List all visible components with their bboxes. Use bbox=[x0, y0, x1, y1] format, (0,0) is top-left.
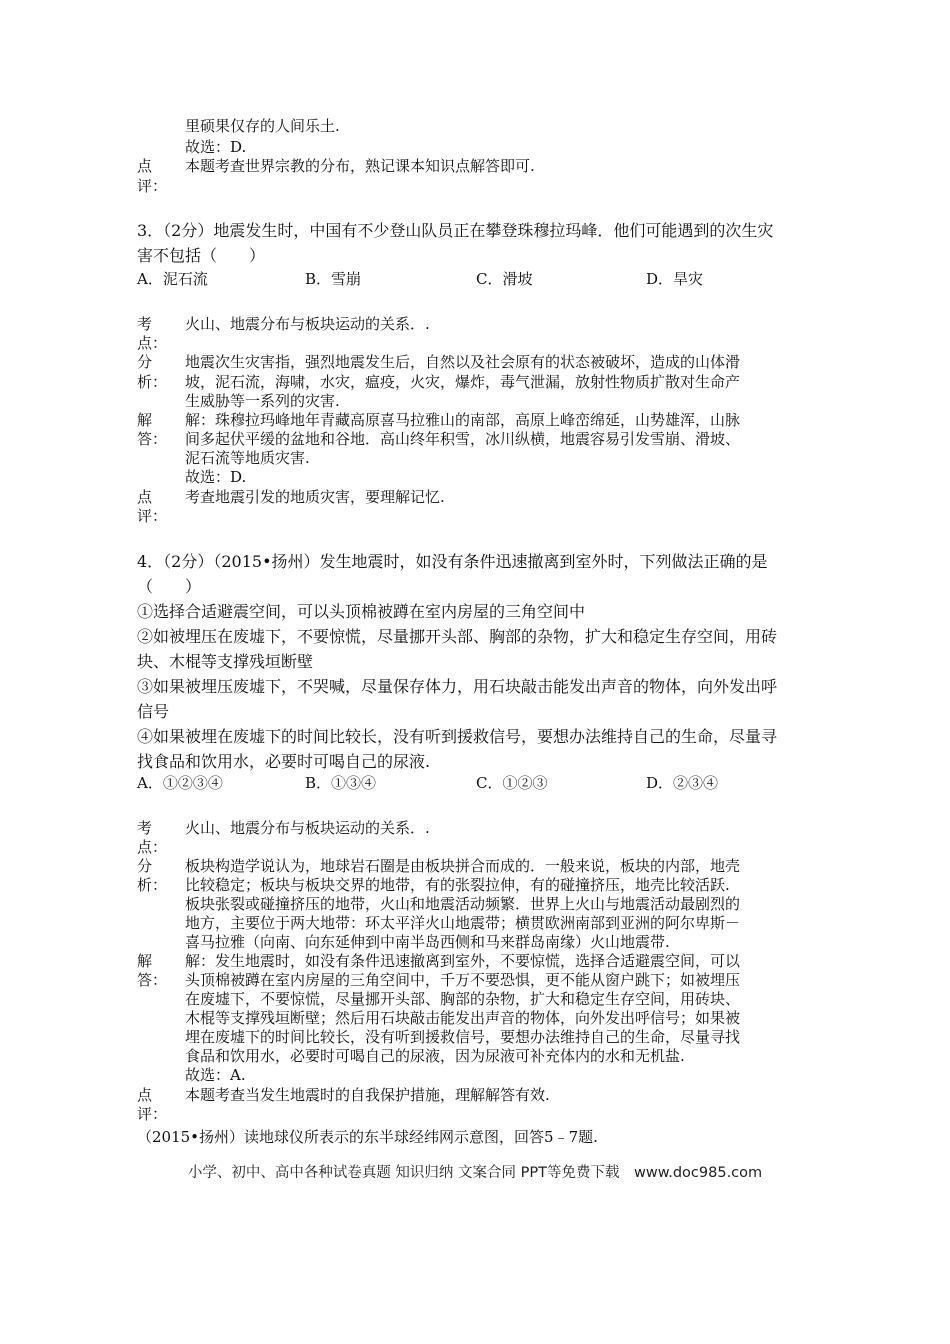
kaodian-label: 考 bbox=[137, 315, 153, 333]
question-4-stem: 4．（2分）（2015•扬州）发生地震时，如没有条件迅速撤离到室外时，下列做法正确的是 bbox=[137, 552, 768, 571]
comment-text: 本题考查世界宗教的分布，熟记课本知识点解答即可. bbox=[185, 157, 535, 175]
dianping-label: 点 bbox=[137, 1086, 153, 1104]
jieda-line: 解：珠穆拉玛峰地年青藏高原喜马拉雅山的南部，高原上峰峦绵延，山势雄浑，山脉 bbox=[185, 411, 741, 429]
fenxi-line: 地方，主要位于两大地带：环太平洋火山地震带；横贯欧洲南部到亚洲的阿尔卑斯－ bbox=[185, 914, 741, 932]
kaodian-label: 考 bbox=[137, 819, 153, 837]
jieda-line: 解：发生地震时，如没有条件迅速撤离到室外，不要惊慌，选择合适避震空间，可以 bbox=[185, 952, 741, 970]
comment-label: 点 bbox=[137, 157, 153, 175]
fenxi-line: 地震次生灾害指，强烈地震发生后，自然以及社会原有的状态被破坏，造成的山体滑 bbox=[185, 353, 741, 371]
fenxi-line: 坡，泥石流，海啸，水灾，瘟疫，火灾，爆炸，毒气泄漏，放射性物质扩散对生命产 bbox=[185, 373, 741, 391]
statement-item: ③如果被埋压废墟下，不哭喊，尽量保存体力，用石块敲击能发出声音的物体，向外发出呼 bbox=[137, 677, 778, 696]
dianping-text: 本题考查当发生地震时的自我保护措施，理解解答有效. bbox=[185, 1086, 550, 1104]
fenxi-line: 板块张裂或碰撞挤压的地带，火山和地震活动频繁．世界上火山与地震活动最剧烈的 bbox=[185, 895, 741, 913]
dianping-label: 评： bbox=[137, 1105, 168, 1123]
q3-option-c: C．滑坡 bbox=[476, 270, 533, 288]
fenxi-label: 析： bbox=[137, 876, 168, 894]
question-3-stem: 3．（2分）地震发生时，中国有不少登山队员正在攀登珠穆拉玛峰．他们可能遇到的次生灾 bbox=[137, 221, 774, 240]
statement-item: ②如被埋压在废墟下，不要惊慌，尽量挪开头部、胸部的杂物，扩大和稳定生存空间，用砖 bbox=[137, 627, 778, 646]
jieda-label: 解 bbox=[137, 952, 153, 970]
kaodian-label: 点： bbox=[137, 334, 168, 352]
question-4-stem: （ ） bbox=[137, 577, 202, 596]
dianping-label: 点 bbox=[137, 488, 153, 506]
jieda-line: 泥石流等地质灾害. bbox=[185, 449, 310, 467]
comment-label: 评： bbox=[137, 177, 168, 195]
kaodian-text: 火山、地震分布与板块运动的关系．. bbox=[185, 819, 430, 837]
section-intro: （2015•扬州）读地球仪所表示的东半球经纬网示意图，回答5﹣7题. bbox=[137, 1128, 598, 1146]
q4-option-c: C．①②③ bbox=[476, 774, 548, 792]
q4-option-b: B．①③④ bbox=[305, 774, 377, 792]
jieda-label: 答： bbox=[137, 430, 168, 448]
statement-item: 找食品和饮用水，必要时可喝自己的尿液. bbox=[137, 752, 431, 771]
q4-option-a: A．①②③④ bbox=[137, 774, 223, 792]
jieda-line: 间多起伏平缓的盆地和谷地．高山终年积雪，冰川纵横，地震容易引发雪崩、滑坡、 bbox=[185, 430, 741, 448]
jieda-line: 头顶棉被蹲在室内房屋的三角空间中，千万不要恐惧，更不能从窗户跳下；如被埋压 bbox=[185, 971, 741, 989]
fenxi-label: 分 bbox=[137, 857, 153, 875]
fenxi-line: 生威胁等一系列的灾害. bbox=[185, 392, 340, 410]
statement-item: ①选择合适避震空间，可以头顶棉被蹲在室内房屋的三角空间中 bbox=[137, 602, 586, 621]
fenxi-label: 析： bbox=[137, 373, 168, 391]
jieda-line: 故选：A. bbox=[185, 1066, 246, 1084]
kaodian-label: 点： bbox=[137, 838, 168, 856]
q3-option-a: A．泥石流 bbox=[137, 270, 208, 288]
statement-item: 信号 bbox=[137, 702, 170, 721]
q3-option-d: D．旱灾 bbox=[646, 270, 704, 288]
jieda-label: 答： bbox=[137, 971, 168, 989]
statement-item: 块、木棍等支撑残垣断壁 bbox=[137, 652, 314, 671]
jieda-line: 食品和饮用水，必要时可喝自己的尿液，因为尿液可补充体内的水和无机盐. bbox=[185, 1047, 685, 1065]
dianping-text: 考查地震引发的地质灾害，要理解记忆. bbox=[185, 488, 445, 506]
jieda-line: 故选：D. bbox=[185, 468, 247, 486]
question-3-stem: 害不包括（ ） bbox=[137, 246, 266, 265]
jieda-label: 解 bbox=[137, 411, 153, 429]
fenxi-line: 喜马拉雅（向南、向东延伸到中南半岛西侧和马来群岛南缘）火山地震带. bbox=[185, 933, 670, 951]
statement-item: ④如果被埋在废墟下的时间比较长，没有听到援救信号，要想办法维持自己的生命，尽量寻 bbox=[137, 727, 778, 746]
answer-choice: 故选：D. bbox=[185, 138, 247, 156]
fenxi-line: 板块构造学说认为，地球岩石圈是由板块拼合而成的．一般来说，板块的内部，地壳 bbox=[185, 857, 741, 875]
page-footer: 小学、初中、高中各种试卷真题 知识归纳 文案合同 PPT等免费下载 www.doc985.com bbox=[187, 1165, 763, 1181]
q4-option-d: D．②③④ bbox=[646, 774, 719, 792]
jieda-line: 在废墟下，不要惊慌，尽量挪开头部、胸部的杂物，扩大和稳定生存空间，用砖块、 bbox=[185, 990, 741, 1008]
q3-option-b: B．雪崩 bbox=[305, 270, 362, 288]
answer-continuation: 里硕果仅存的人间乐土. bbox=[185, 117, 340, 135]
jieda-line: 木棍等支撑残垣断壁；然后用石块敲击能发出声音的物体，向外发出呼信号；如果被 bbox=[185, 1009, 741, 1027]
jieda-line: 埋在废墟下的时间比较长，没有听到援救信号，要想办法维持自己的生命，尽量寻找 bbox=[185, 1028, 741, 1046]
kaodian-text: 火山、地震分布与板块运动的关系．. bbox=[185, 315, 430, 333]
dianping-label: 评： bbox=[137, 507, 168, 525]
fenxi-line: 比较稳定；板块与板块交界的地带，有的张裂拉伸，有的碰撞挤压，地壳比较活跃. bbox=[185, 876, 730, 894]
fenxi-label: 分 bbox=[137, 353, 153, 371]
